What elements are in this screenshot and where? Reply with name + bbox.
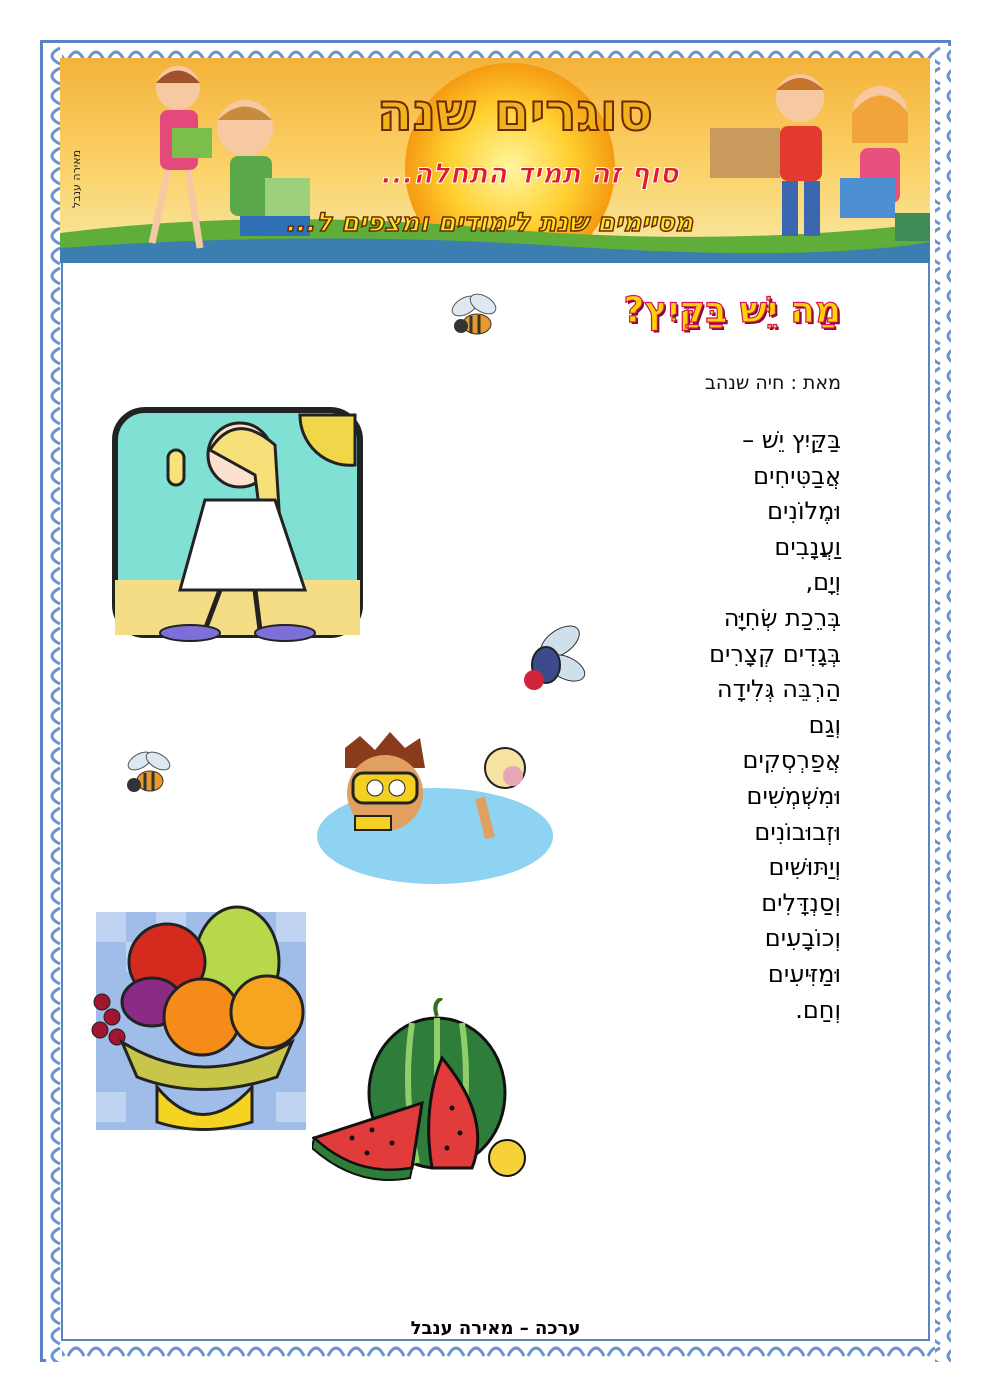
banner-subtitle: סוף זה תמיד התחלה...	[381, 157, 679, 190]
fruit-bowl-illustration	[72, 902, 308, 1138]
poem-line: אֲפַרְסְקִים	[742, 746, 841, 775]
poem-line: וּמִשְׁמְשִׁים	[746, 781, 841, 810]
poem-author: מאת : חיה שנהב	[704, 372, 841, 394]
poem-line: וּמֶלוֹנִים	[767, 497, 841, 526]
poem-line: בַּקַּיִץ יֵשׁ –	[742, 426, 841, 454]
watermelon-illustration	[312, 998, 552, 1188]
bee-icon	[445, 288, 505, 348]
footer-credit: ערכה – מאירה ענבל	[410, 1318, 581, 1339]
snorkel-boy-illustration	[315, 728, 555, 888]
bee-icon	[118, 745, 178, 805]
poem-line: וְסַנְדָּלִים	[761, 888, 841, 917]
poem-line: וַעֲנָבִים	[774, 532, 841, 561]
poem-line: וְיָם,	[805, 568, 841, 597]
header-banner	[60, 58, 930, 263]
poem-line: וְיַתּוּשִׁים	[768, 853, 841, 882]
poem-line: אֲבַטִּיחִים	[753, 461, 841, 490]
poem-line: וּזְבוּבוֹנִים	[754, 817, 841, 846]
poem-line: בְּרֵכַת שְׂחִיָּה	[723, 603, 841, 632]
poem-line: וְגַם	[808, 710, 841, 739]
banner-signature: מאירה ענבל	[70, 149, 83, 208]
fly-icon	[508, 620, 588, 700]
poem-title: מַה יֵּשׁ בַּקַּיִץ?	[623, 290, 841, 331]
banner-title: סוגרים שנה	[376, 83, 654, 143]
poem-line: וְכוֹבָעִים	[764, 924, 841, 953]
poem-line: בְּגָדִים קְצָרִים	[709, 639, 841, 668]
poem-line: וְחַם.	[795, 995, 841, 1024]
girl-with-ice-cream-illustration	[110, 405, 365, 645]
poem-line: הַרְבֵּה גְּלִידָה	[716, 675, 841, 704]
banner-tagline: מסיימים שנת לימודים ומצפים ל...	[286, 208, 694, 238]
poem-body	[709, 423, 841, 1028]
poem-line: וּמַזִּיעִים	[767, 959, 841, 988]
